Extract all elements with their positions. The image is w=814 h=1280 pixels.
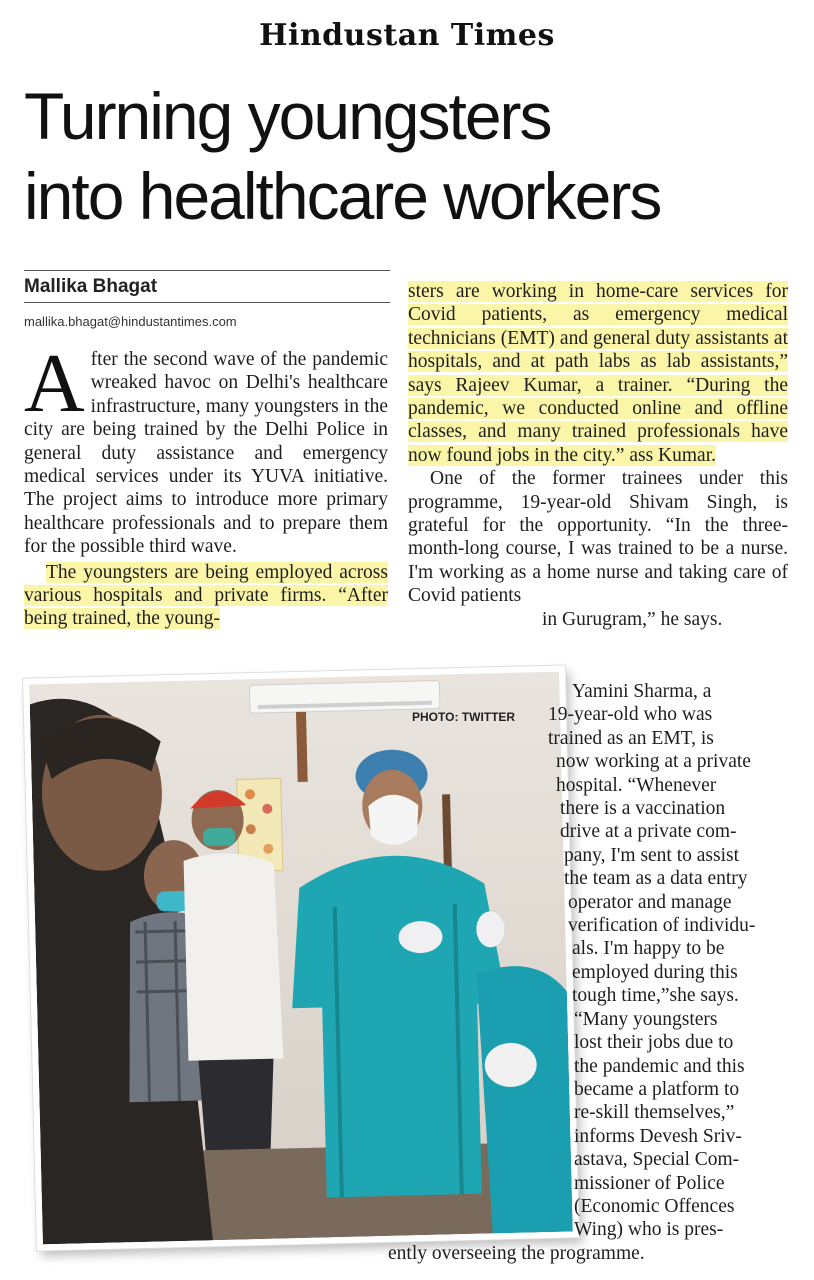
paragraph-highlighted-2: [408, 280, 788, 467]
column-3-line: now working at a private: [556, 751, 751, 773]
article-column-2: [408, 280, 788, 631]
column-3-line: (Economic Offences: [574, 1195, 735, 1217]
column-3-line: hospital. “Whenever: [556, 774, 717, 796]
author-email: mallika.bhagat@hindustantimes.com: [24, 314, 237, 329]
byline-bottom-rule: [24, 302, 390, 303]
column-3-line: drive at a private com-: [560, 821, 737, 843]
paragraph-intro-text: fter the second wave of the pandemic wreaked havoc on Delhi's healthcare infrastructure, many youngsters in the city are being trained by the Delhi Police in general duty assistance and emergency medical services under its YUVA initiative. The project aims to introduce more primary healthcare professionals and to prepare them for the possible third wave.: [24, 349, 388, 558]
paragraph-trainee: [408, 467, 788, 607]
highlight: The youngsters are being employed across various hospitals and private firms. “After being trained, the young-: [24, 561, 388, 630]
column-3-line: pany, I'm sent to assist: [564, 844, 740, 866]
headline-line-2: into healthcare workers: [24, 159, 661, 233]
column-3-line: Wing) who is pres-: [574, 1219, 724, 1241]
column-3-line: astava, Special Com-: [574, 1149, 740, 1171]
column-3-line: trained as an EMT, is: [548, 727, 714, 749]
drop-cap: A: [24, 337, 85, 430]
column-3-line: the pandemic and this: [574, 1055, 745, 1077]
masthead-logo: Hindustan Times: [259, 18, 555, 53]
paragraph-trainee-tail: [408, 608, 788, 631]
paragraph-trainee-text: One of the former trainees under this programme, 19-year-old Shivam Singh, is grateful for the opportunity. “In the three-month-long course, I was trained to be a nurse. I'm working as a home nurse and taking care of Covid patients: [408, 468, 788, 607]
article-column-1: [24, 337, 388, 631]
column-3-line: Yamini Sharma, a: [572, 681, 712, 702]
column-3-line: became a platform to: [574, 1078, 740, 1100]
column-3-line: operator and manage: [568, 891, 732, 913]
column-3-line: “Many youngsters: [574, 1008, 718, 1030]
paragraph-highlighted-1: [24, 561, 388, 631]
column-3-line: lost their jobs due to: [574, 1032, 734, 1054]
paragraph-trainee-tail-text: in Gurugram,” he says.: [542, 608, 723, 630]
column-3-line: tough time,”she says.: [572, 985, 739, 1007]
paragraph-intro: [24, 337, 388, 559]
highlight: sters are working in home-care services for Covid patients, as emergency medical technicians (EMT) and general duty assistants at hospitals, and at path labs as lab assistants,” says Rajeev Kumar, a trainer. “During the pandemic, we conducted online and offline classes, and many trained professionals have now found jobs in the city.” ass Kumar.: [408, 281, 788, 466]
photo-illustration: [29, 672, 573, 1245]
headline-line-1: Turning youngsters: [24, 79, 551, 153]
column-3-line: ently overseeing the programme.: [388, 1242, 645, 1264]
column-3-line: informs Devesh Sriv-: [574, 1125, 742, 1147]
column-3-line: 19-year-old who was: [548, 704, 713, 726]
column-3-line: employed during this: [572, 961, 738, 983]
column-3-line: there is a vaccination: [560, 798, 726, 820]
photo-credit: PHOTO: TWITTER: [412, 710, 516, 724]
column-3-line: missioner of Police: [574, 1172, 725, 1194]
byline: Mallika Bhagat: [24, 276, 158, 297]
column-3-line: verification of individu-: [568, 915, 756, 937]
article-photo: [23, 665, 579, 1250]
byline-top-rule: [24, 270, 390, 271]
column-3-line: re-skill themselves,”: [574, 1102, 735, 1124]
column-3-line: als. I'm happy to be: [572, 938, 725, 960]
column-3-line: the team as a data entry: [564, 868, 748, 890]
headline: [24, 76, 804, 236]
